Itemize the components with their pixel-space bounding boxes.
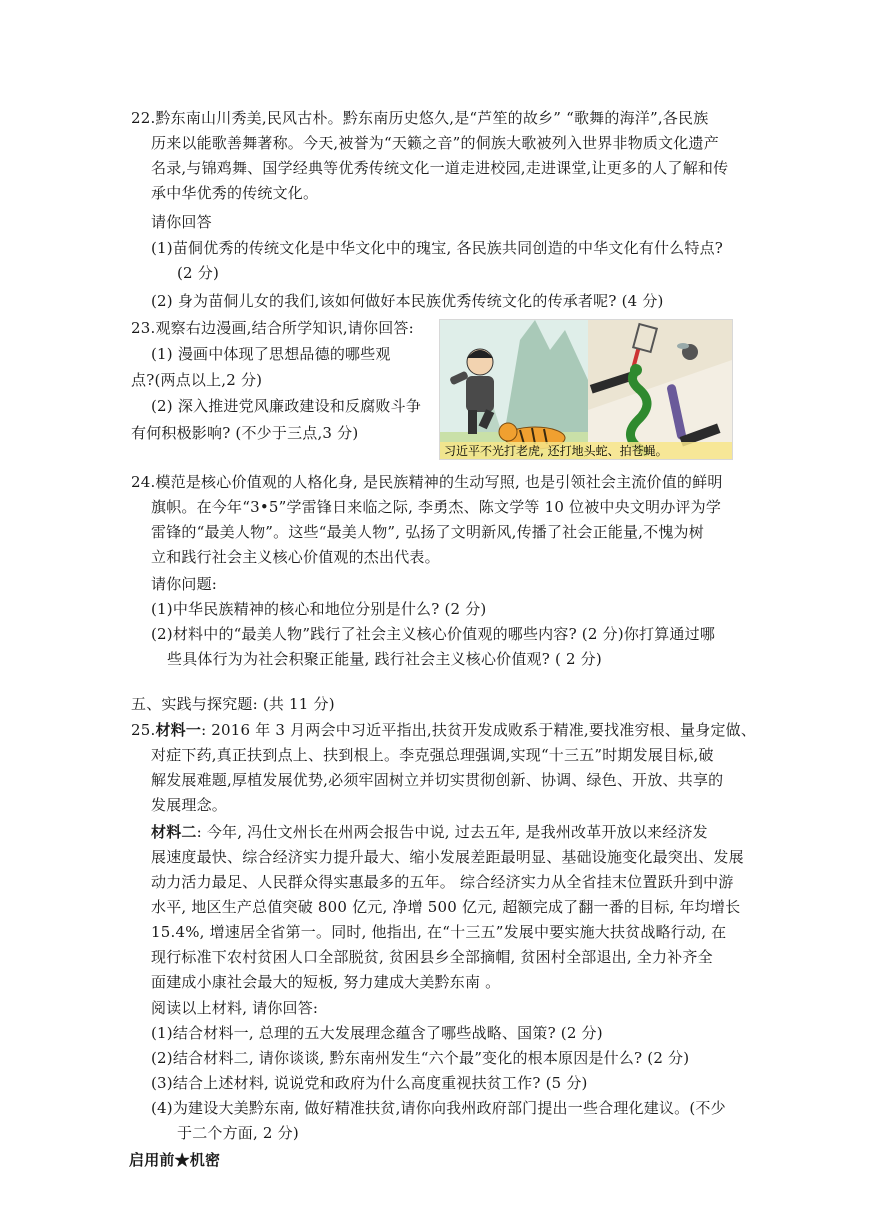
- q23-sub2: (2) 深入推进党风廉政建设和反腐败斗争: [151, 397, 422, 415]
- q25-m1-line-2: 对症下药,真正扶到点上、扶到根上。李克强总理强调,实现“十三五”时期发展目标,破: [151, 746, 714, 764]
- q25-prompt: 阅读以上材料, 请你回答:: [151, 999, 319, 1017]
- material-2-first-line: : 今年, 冯仕文州长在州两会报告中说, 过去五年, 是我州改革开放以来经济发: [196, 823, 708, 841]
- q25-m2-line-4: 水平, 地区生产总值突破 800 亿元, 净增 500 亿元, 超额完成了翻一番的目标, 年均增长: [151, 898, 741, 916]
- q25-sub4: (4)为建设大美黔东南, 做好精准扶贫,请你向我州政府部门提出一些合理化建议。(不少: [151, 1099, 726, 1117]
- q24-line-4: 立和践行社会主义核心价值观的杰出代表。: [151, 548, 440, 566]
- q23-sub2-cont: 有何积极影响? (不少于三点,3 分): [131, 424, 359, 442]
- cartoon-illustration: [440, 320, 732, 459]
- q25-m1-line-1: [131, 719, 756, 741]
- material-1-first-line: : 2016 年 3 月两会中习近平指出,扶贫开发成败系于精准,要找准穷根、量身定做、: [201, 721, 757, 739]
- q25-sub4-cont: 于二个方面, 2 分): [177, 1124, 299, 1142]
- q24-sub1: (1)中华民族精神的核心和地位分别是什么? (2 分): [151, 600, 487, 618]
- confidential-mark: 启用前★机密: [129, 1151, 221, 1169]
- q24-sub2-cont: 些具体行为为社会积聚正能量, 践行社会主义核心价值观? ( 2 分): [167, 650, 602, 668]
- q25-m2-line-1: [151, 821, 708, 843]
- q23-sub1-cont: 点?(两点以上,2 分): [131, 371, 263, 389]
- q24-line-1: 24.模范是核心价值观的人格化身, 是民族精神的生动写照, 也是引领社会主流价值的鲜明: [131, 473, 723, 491]
- material-2-label: 材料二: [151, 823, 197, 841]
- q22-sub1: (1)苗侗优秀的传统文化是中华文化中的瑰宝, 各民族共同创造的中华文化有什么特点?: [151, 239, 724, 257]
- q25-m2-line-5: 15.4%, 增速居全省第一。同时, 他指出, 在“十三五”发展中要实施大扶贫战略行动, 在: [151, 923, 727, 941]
- q22-line-3: 名录,与锦鸡舞、国学经典等优秀传统文化一道走进校园,走进课堂,让更多的人了解和传: [151, 159, 729, 177]
- q25-m2-line-2: 展速度最快、综合经济实力提升最大、缩小发展差距最明显、基础设施变化最突出、发展: [151, 848, 744, 866]
- material-1-label: 材料一: [155, 721, 202, 739]
- q25-sub3: (3)结合上述材料, 说说党和政府为什么高度重视扶贫工作? (5 分): [151, 1074, 588, 1092]
- q22-sub2: (2) 身为苗侗儿女的我们,该如何做好本民族优秀传统文化的传承者呢? (4 分): [151, 292, 664, 310]
- q25-m1-line-4: 发展理念。: [151, 796, 228, 814]
- anti-corruption-cartoon: [439, 319, 733, 460]
- q25-number: 25.: [131, 721, 156, 739]
- q25-sub2: (2)结合材料二, 请你谈谈, 黔东南州发生“六个最”变化的根本原因是什么? (2 分): [151, 1049, 690, 1067]
- q22-line-2: 历来以能歌善舞著称。今天,被誉为“天籁之音”的侗族大歌被列入世界非物质文化遗产: [151, 134, 719, 152]
- q23-sub1: (1) 漫画中体现了思想品德的哪些观: [151, 345, 391, 363]
- q24-line-3: 雷锋的“最美人物”。这些“最美人物”, 弘扬了文明新风,传播了社会正能量,不愧为树: [151, 523, 704, 541]
- q24-sub2: (2)材料中的“最美人物”践行了社会主义核心价值观的哪些内容? (2 分)你打算通过哪: [151, 625, 716, 643]
- q25-m1-line-3: 解发展难题,厚植发展优势,必须牢固树立并切实贯彻创新、协调、绿色、开放、共享的: [151, 771, 724, 789]
- q25-sub1: (1)结合材料一, 总理的五大发展理念蕴含了哪些战略、国策? (2 分): [151, 1024, 603, 1042]
- q22-line-1: 22.黔东南山川秀美,民风古朴。黔东南历史悠久,是“芦笙的故乡” “歌舞的海洋”,各民族: [131, 109, 709, 127]
- q22-sub1-score: (2 分): [177, 264, 220, 282]
- q22-prompt: 请你回答: [151, 213, 212, 231]
- q24-line-2: 旗帜。在今年“3•5”学雷锋日来临之际, 李勇杰、陈文学等 10 位被中央文明办评为学: [151, 498, 722, 516]
- q25-m2-line-6: 现行标准下农村贫困人口全部脱贫, 贫困县乡全部摘帽, 贫困村全部退出, 全力补齐全: [151, 948, 713, 966]
- q25-m2-line-3: 动力活力最足、人民群众得实惠最多的五年。 综合经济实力从全省挂末位置跃升到中游: [151, 873, 734, 891]
- q23-line-1: 23.观察右边漫画,结合所学知识,请你回答:: [131, 319, 414, 337]
- q25-m2-line-7: 面建成小康社会最大的短板, 努力建成大美黔东南 。: [151, 973, 501, 991]
- section-title: 五、实践与探究题: (共 11 分): [131, 695, 335, 713]
- cartoon-caption: 习近平不光打老虎, 还打地头蛇、拍苍蝇。: [444, 444, 668, 458]
- q24-prompt: 请你问题:: [151, 575, 218, 593]
- q22-line-4: 承中华优秀的传统文化。: [151, 184, 319, 202]
